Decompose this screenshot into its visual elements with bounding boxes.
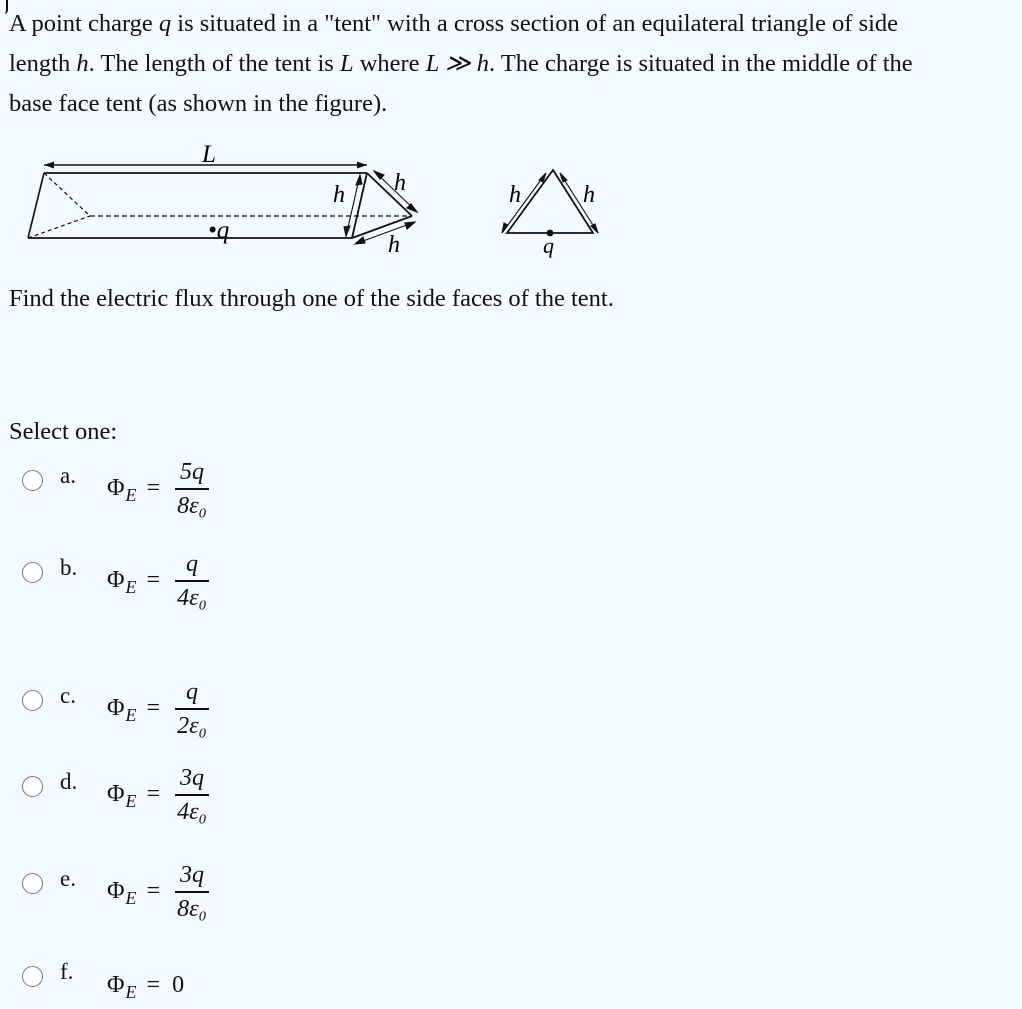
prompt-text: Find the electric flux through one of the side faces of the tent. bbox=[9, 285, 614, 312]
question-line-3: base face tent (as shown in the figure). bbox=[9, 90, 388, 117]
option-b[interactable] bbox=[22, 551, 422, 642]
cross-section-label-q: q bbox=[543, 233, 554, 258]
radio-option-e[interactable] bbox=[22, 873, 43, 894]
h-arrows bbox=[344, 171, 417, 244]
fraction: $\frac{5q}{\text{8ε₀}}$ bbox=[177, 459, 207, 519]
fraction: $\frac{q}{\text{2ε₀}}$ bbox=[177, 679, 207, 739]
figure-label-h-top: h bbox=[394, 170, 406, 196]
radio-option-a[interactable] bbox=[22, 470, 43, 491]
option-formula: Φ E = 0 bbox=[107, 972, 185, 1002]
option-letter: d. bbox=[60, 769, 78, 794]
fraction: $\frac{q}{\text{4ε₀}}$ bbox=[177, 551, 207, 611]
fraction: $\frac{3q}{\text{8ε₀}}$ bbox=[177, 862, 207, 922]
select-one-label: Select one: bbox=[9, 418, 118, 445]
radio-option-b[interactable] bbox=[22, 562, 43, 583]
radio-option-c[interactable] bbox=[22, 690, 43, 711]
question-line-1: A point charge q is situated in a "tent" with a cross section of an equilateral triangle of side bbox=[9, 10, 899, 37]
figure-label-q: •q bbox=[208, 217, 230, 244]
option-formula: Φ E = $\frac{q}{\text{4ε₀}}$ bbox=[107, 548, 212, 614]
radio-option-d[interactable] bbox=[22, 776, 43, 797]
tent-figure bbox=[22, 138, 622, 264]
option-a[interactable] bbox=[22, 459, 422, 550]
option-formula: Φ E = $\frac{3q}{\text{4ε₀}}$ bbox=[107, 762, 212, 828]
option-letter: a. bbox=[60, 463, 76, 488]
option-letter: e. bbox=[60, 866, 76, 891]
option-e[interactable] bbox=[22, 862, 422, 953]
corner-mark bbox=[0, 0, 8, 14]
option-formula: Φ E = $\frac{q}{\text{2ε₀}}$ bbox=[107, 676, 212, 742]
option-f[interactable] bbox=[22, 959, 422, 1006]
cross-section-label-h-left: h bbox=[509, 182, 521, 208]
option-formula: Φ E = $\frac{3q}{\text{8ε₀}}$ bbox=[107, 859, 212, 925]
option-formula: Φ E = $\frac{5q}{\text{8ε₀}}$ bbox=[107, 456, 212, 522]
figure-label-h-left: h bbox=[333, 182, 345, 208]
question-line-2: length h. The length of the tent is L where L ≫ h. The charge is situated in the middle of the bbox=[9, 50, 913, 77]
option-letter: c. bbox=[60, 683, 76, 708]
fraction: $\frac{3q}{\text{4ε₀}}$ bbox=[177, 765, 207, 825]
option-c[interactable] bbox=[22, 679, 422, 770]
option-letter: b. bbox=[60, 555, 78, 580]
figure-label-L: L bbox=[202, 141, 216, 168]
radio-option-f[interactable] bbox=[22, 966, 43, 987]
figure-label-h-bottom: h bbox=[388, 232, 400, 258]
question-text bbox=[9, 4, 1014, 124]
option-d[interactable] bbox=[22, 765, 422, 856]
option-letter: f. bbox=[60, 959, 74, 984]
cross-section-label-h-right: h bbox=[583, 182, 595, 208]
